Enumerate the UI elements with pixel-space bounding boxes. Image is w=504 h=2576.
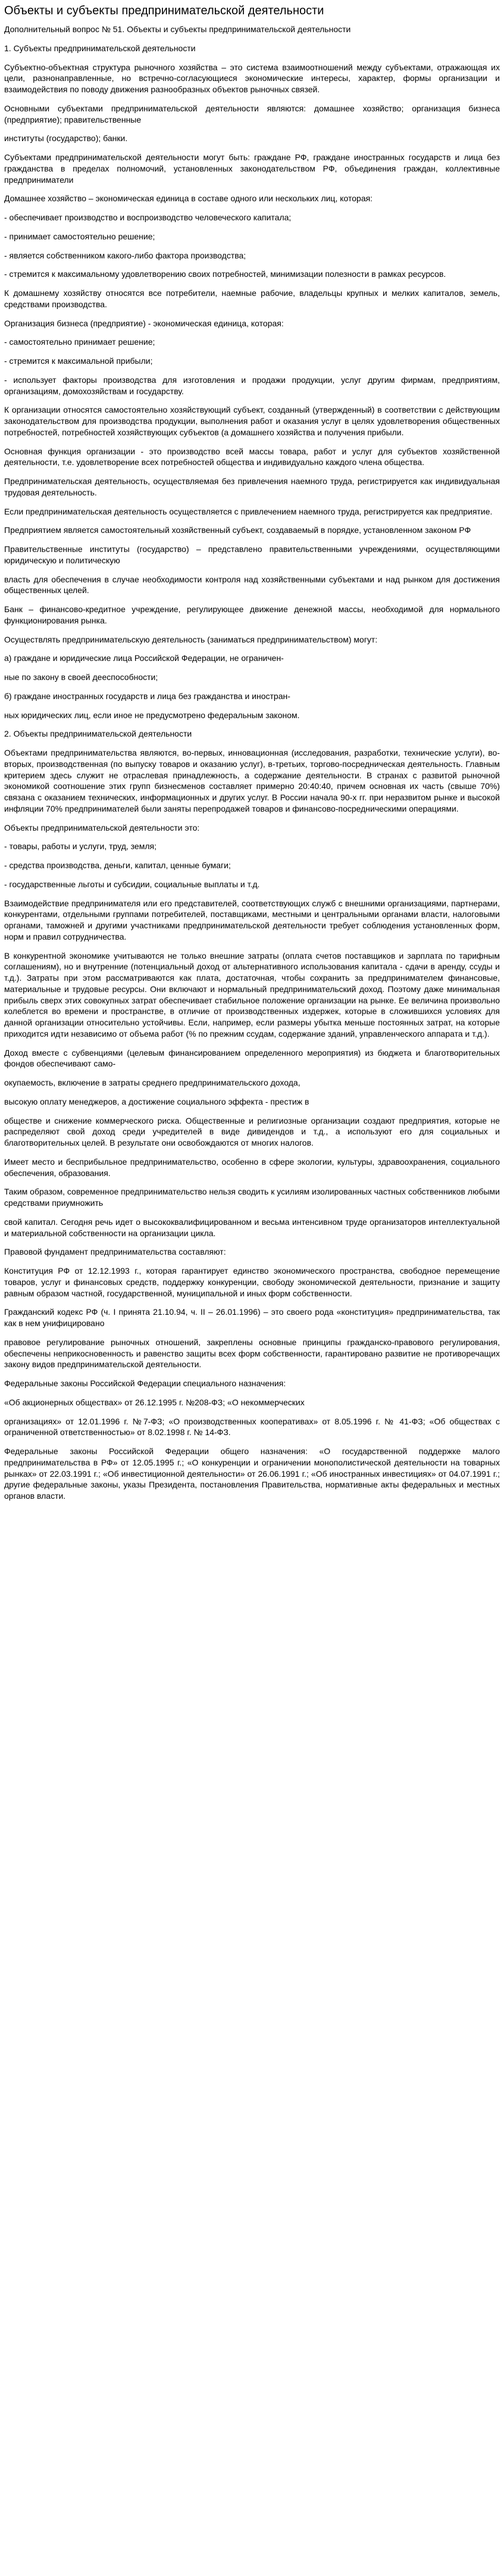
paragraph-50: организациях» от 12.01.1996 г. №7-ФЗ; «О производственных кооперативах» от 8.05.1996 г. № 41-ФЗ; «Об обществах с ограниченной ответственностью» от 8.02.1998 г. № 14-ФЗ.: [4, 1416, 500, 1437]
paragraph-20: Предприятием является самостоятельный хозяйственный субъект, создаваемый в порядке, установленном законом РФ: [4, 525, 471, 535]
paragraph-47: правовое регулирование рыночных отношений, закреплены основные принципы гражданско-правового регулирования, обеспечены неприкосновенность и равенство защиты всех форм собственности, гарантировано развитие не противоречащих закону видов предпринимательской деятельности.: [4, 1337, 500, 1370]
paragraph-5: Субъектами предпринимательской деятельности могут быть: граждане РФ, граждане иностранных государств и лица без гражданства в пределах полномочий, установленных законодательством РФ, объединения граждан, коллективные предприниматели: [4, 152, 500, 185]
paragraph-2: Субъектно-объектная структура рыночного хозяйства – это система взаимоотношений между субъектами, отражающая их цели, разнонаправленные, но встречно-согласующиеся экономические интересы, характер, формы организации и взаимодействия по поводу движения разнообразных объектов рыночных связей.: [4, 62, 500, 94]
paragraph-23: Банк – финансово-кредитное учреждение, регулирующее движение денежной массы, необходимой для нормального функционирования рынка.: [4, 604, 500, 625]
paragraph-37: Доход вместе с субвенциями (целевым финансированием определенного мероприятия) из бюджета и благотворительных фондов обеспечивают само-: [4, 1047, 500, 1069]
paragraph-30: Объектами предпринимательства являются, во-первых, инновационная (исследования, разработки, технические услуги), во-вторых, производственная (по выпуску товаров и оказанию услуг), в-третьих, торгово-посредническая деятельность. Главным критерием здесь служит не отраслевая принадлежность, а содержание деятельности. В странах с развитой рыночной экономикой соотношение этих групп бизнесменов составляет примерно 20:40:40, причем основная их часть (свыше 70%) связана с оказанием технических, информационных и других услуг. В России начала 90-х гг. при неразвитом рынке и высокой инфляции 70% предпринимателей были заняты перепродажей товаров и финансово-посредническими операциями.: [4, 748, 500, 813]
paragraph-12: Организация бизнеса (предприятие) - экономическая единица, которая:: [4, 318, 284, 328]
paragraph-1: 1. Субъекты предпринимательской деятельности: [4, 43, 196, 53]
paragraph-24: Осуществлять предпринимательскую деятельность (заниматься предпринимательством) могут:: [4, 634, 378, 644]
paragraph-34: - государственные льготы и субсидии, социальные выплаты и т.д.: [4, 879, 260, 889]
paragraph-48: Федеральные законы Российской Федерации специального назначения:: [4, 1379, 286, 1388]
paragraph-0: Дополнительный вопрос № 51. Объекты и субъекты предпринимательской деятельности: [4, 24, 351, 34]
paragraph-6: Домашнее хозяйство – экономическая единица в составе одного или нескольких лиц, которая:: [4, 194, 373, 204]
paragraph-51: Федеральные законы Российской Федерации общего назначения: «О государственной поддержке малого предпринимательства в РФ» от 12.05.1995 г.; «О конкуренции и ограничении монополистической деятельности на товарных рынках» от 22.03.1991 г.; «Об инвестиционной деятельности» от 26.06.1991 г.; «Об иностранных инвестициях» от 04.07.1991 г.; другие федеральные законы, указы Президента, постановления Правительства, нормативные акты федеральных и местных органов власти.: [4, 1446, 500, 1501]
paragraph-21: Правительственные институты (государство) – представлено правительственными учреждениями, осуществляющими юридическую и политическую: [4, 544, 500, 565]
paragraph-7: - обеспечивает производство и воспроизводство человеческого капитала;: [4, 213, 292, 222]
paragraph-13: - самостоятельно принимает решение;: [4, 337, 155, 347]
paragraph-32: - товары, работы и услуги, труд, земля;: [4, 841, 156, 852]
paragraph-33: - средства производства, деньги, капитал, ценные бумаги;: [4, 860, 231, 870]
paragraph-42: Таким образом, современное предпринимательство нельзя сводить к усилиям изолированных частных собственников любыми средствами приумножить: [4, 1187, 500, 1208]
paragraph-29: 2. Объекты предпринимательской деятельности: [4, 729, 192, 739]
paragraph-35: Взаимодействие предпринимателя или его представителей, соответствующих служб с внешними организациями, партнерами, конкурентами, отдельными группами потребителей, поставщиками, местными и центральными органами власти, налоговыми органами, таможней и другими участниками предпринимательской деятельности требует соблюдения установленных форм, норм и правил сотрудничества.: [4, 898, 500, 941]
document-body: [4, 24, 500, 1502]
paragraph-4: институты (государство); банки.: [4, 133, 128, 144]
paragraph-8: - принимает самостоятельно решение;: [4, 231, 155, 241]
paragraph-18: Предпринимательская деятельность, осуществляемая без привлечения наемного труда, регистрируется как индивидуальная трудовая деятельность.: [4, 476, 500, 497]
paragraph-15: - использует факторы производства для изготовления и продажи продукции, услуг другим фирмам, предприятиям, организациям, домохозяйствам и государству.: [4, 375, 500, 396]
paragraph-38: окупаемость, включение в затраты среднего предпринимательского дохода,: [4, 1078, 300, 1087]
paragraph-49: «Об акционерных обществах» от 26.12.1995 г. №208-ФЗ; «О некоммерческих: [4, 1397, 305, 1407]
paragraph-10: - стремится к максимальному удовлетворению своих потребностей, минимизации полезности в рамках ресурсов.: [4, 269, 446, 279]
paragraph-45: Конституция РФ от 12.12.1993 г., которая гарантирует единство экономического пространства, свободное перемещение товаров, услуг и финансовых средств, поддержку конкуренции, свободу экономической деятельности, признание и защиту равным образом частной, государственной, муниципальной и иных форм собственности.: [4, 1266, 500, 1298]
paragraph-28: ных юридических лиц, если иное не предусмотрено федеральным законом.: [4, 710, 300, 720]
paragraph-14: - стремится к максимальной прибыли;: [4, 356, 153, 366]
paragraph-9: - является собственником какого-либо фактора производства;: [4, 250, 246, 260]
paragraph-39: высокую оплату менеджеров, а достижение социального эффекта - престиж в: [4, 1096, 309, 1106]
paragraph-36: В конкурентной экономике учитываются не только внешние затраты (оплата счетов поставщиков и зарплата по тарифным соглашениям), но и внутренние (потенциальный доход от альтернативного использования капитала - сдачи в аренду, ссуды и т.д.). Затраты при этом рассматриваются как плата, достаточная, чтобы сохранить за предпринимателем финансовые, материальные и трудовые ресурсы. Они включают и нормальный предпринимательский доход. Поэтому даже минимальная прибыль сверх этих совокупных затрат обеспечивает стабильное положение организации на рынке. Ее величина произвольно колеблется во времени и пространстве, в отличие от производственных издержек, которые в сложившихся условиях для данной организации относительно устойчивы. Если, например, если размеры убытка меньше постоянных затрат, на которые приходится идти независимо от объема работ (% по прежним ссудам, содержание зданий, управленческого аппарата и т.д.).: [4, 950, 500, 1038]
page-title: Объекты и субъекты предпринимательской деятельности: [4, 4, 324, 17]
paragraph-46: Гражданский кодекс РФ (ч. I принята 21.10.94, ч. II – 26.01.1996) – это своего рода «конституция» предпринимательства, так как в нем унифицировано: [4, 1307, 500, 1328]
paragraph-26: ные по закону в своей дееспособности;: [4, 672, 158, 682]
paragraph-3: Основными субъектами предпринимательской деятельности являются: домашнее хозяйство; организация бизнеса (предприятие); правительственные: [4, 103, 500, 124]
paragraph-41: Имеет место и бесприбыльное предпринимательство, особенно в сфере экологии, культуры, здравоохранения, социального обеспечения, образования.: [4, 1156, 500, 1178]
paragraph-25: а) граждане и юридические лица Российской Федерации, не ограничен-: [4, 653, 284, 663]
paragraph-40: обществе и снижение коммерческого риска. Общественные и религиозные организации создают предприятия, которые не распределяют свой доход среди учредителей в виде дивидендов и т.д., а используют его для социальных и благотворительных целей. В результате они освобождаются от многих налогов.: [4, 1115, 500, 1147]
paragraph-17: Основная функция организации - это производство всей массы товара, работ и услуг для субъектов хозяйственной деятельности, т.е. удовлетворение всех потребностей общества и индивидуально каждого члена общества.: [4, 446, 500, 467]
paragraph-11: К домашнему хозяйству относятся все потребители, наемные рабочие, владельцы крупных и мелких капиталов, земель, средствами производства.: [4, 288, 500, 309]
paragraph-16: К организации относятся самостоятельно хозяйствующий субъект, созданный (утвержденный) в соответствии с действующим законодательством для производства продукции, выполнения работ и оказания услуг в целях удовлетворения общественных потребностей, потребностей хозяйствующих субъектов (а домашнего хозяйства и получения прибыли.: [4, 405, 500, 437]
paragraph-44: Правовой фундамент предпринимательства составляют:: [4, 1247, 226, 1257]
paragraph-27: б) граждане иностранных государств и лица без гражданства и иностран-: [4, 691, 290, 701]
paragraph-22: власть для обеспечения в случае необходимости контроля над хозяйственными субъектами и над рынком для достижения общественных целей.: [4, 574, 500, 595]
paragraph-43: свой капитал. Сегодня речь идет о высококвалифицированном и весьма интенсивном труде организаторов интеллектуальной и материальной собственности на организации цикла.: [4, 1217, 500, 1238]
paragraph-31: Объекты предпринимательской деятельности это:: [4, 822, 200, 832]
paragraph-19: Если предпринимательская деятельность осуществляется с привлечением наемного труда, регистрируется как предприятие.: [4, 506, 493, 516]
